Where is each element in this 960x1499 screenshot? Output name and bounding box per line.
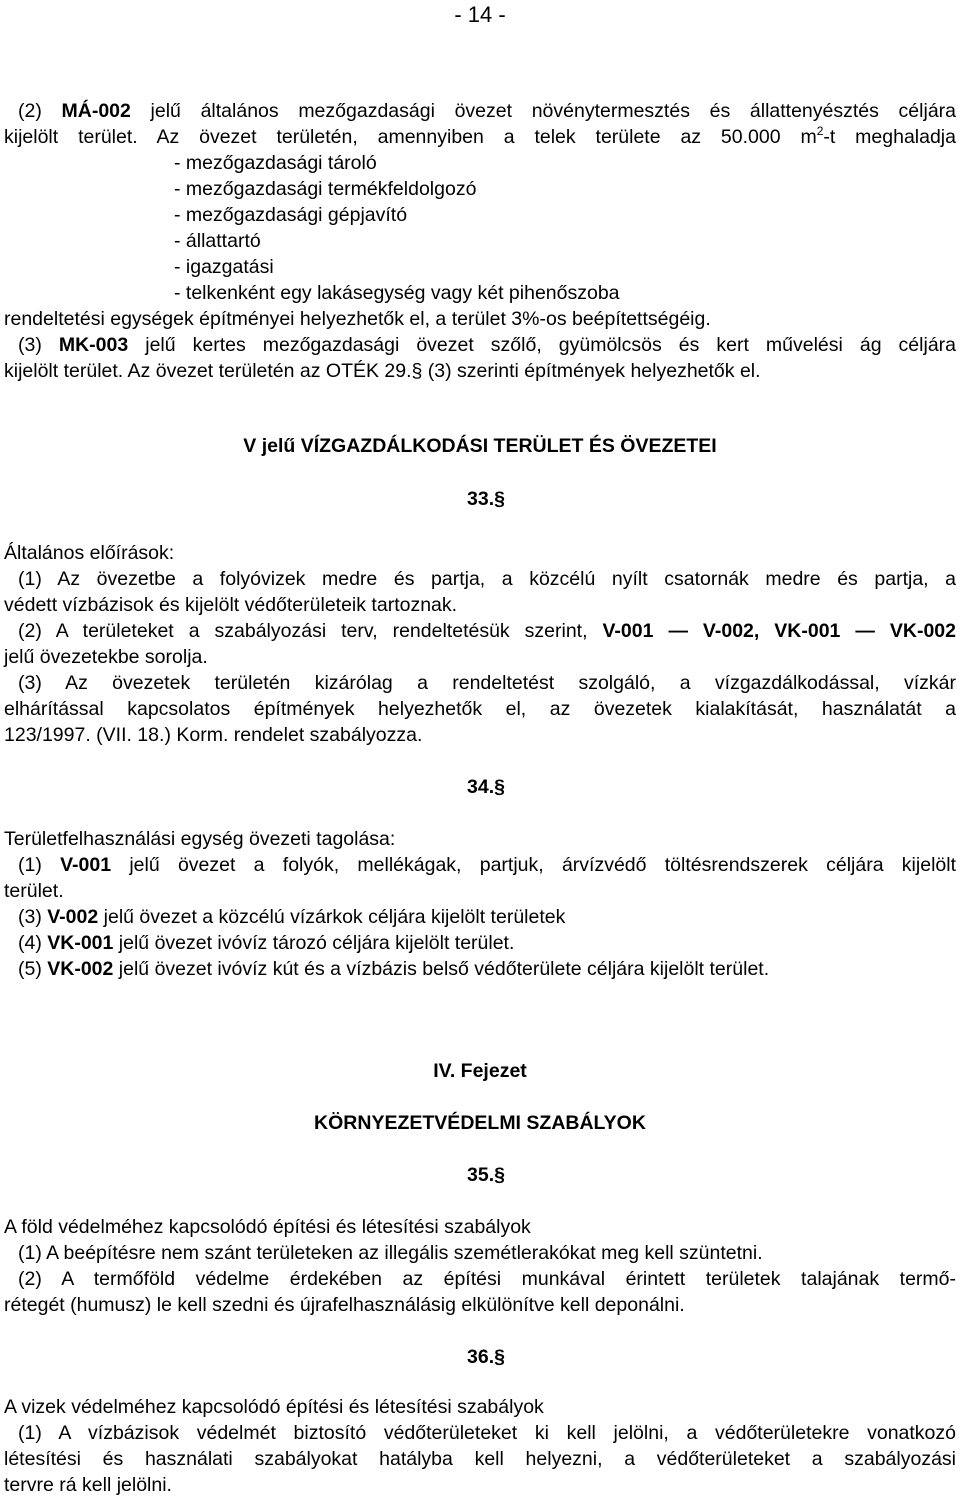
section-number: 33.§ bbox=[467, 488, 505, 510]
text-line: védett vízbázisok és kijelölt védőterületeik tartoznak. bbox=[4, 594, 458, 616]
list-item: - mezőgazdasági tároló bbox=[174, 152, 377, 174]
text-line: elhárítással kapcsolatos építmények helyezhetők el, az övezetek kialakítását, használatát a bbox=[4, 698, 956, 720]
text-line: (5) VK-002 jelű övezet ivóvíz kút és a vízbázis belső védőterülete céljára kijelölt terület. bbox=[18, 958, 770, 980]
text-line: tervre rá kell jelölni. bbox=[4, 1474, 172, 1496]
text-line: (3) V-002 jelű övezet a közcélú vízárkok céljára kijelölt területek bbox=[18, 906, 566, 928]
text-line: (2) MÁ-002 jelű általános mezőgazdasági övezet növénytermesztés és állattenyésztés céljára bbox=[18, 100, 956, 122]
section-intro: A vizek védelméhez kapcsolódó építési és létesítési szabályok bbox=[4, 1396, 544, 1418]
text-line: kijelölt terület. Az övezet területén az OTÉK 29.§ (3) szerinti építmények helyezhetők el. bbox=[4, 360, 761, 382]
text-line: (1) Az övezetbe a folyóvizek medre és partja, a közcélú nyílt csatornák medre és partja, a bbox=[18, 568, 956, 590]
section-number: 36.§ bbox=[467, 1346, 505, 1368]
text-line: rendeltetési egységek építményei helyezhetők el, a terület 3%-os beépítettségéig. bbox=[4, 308, 711, 330]
list-item: - igazgatási bbox=[174, 256, 274, 278]
text-line: (3) Az övezetek területén kizárólag a rendeltetést szolgáló, a vízgazdálkodással, vízkár bbox=[18, 672, 956, 694]
text-line: (2) A területeket a szabályozási terv, rendeltetésük szerint, V-001 — V-002, VK-001 — VK-002 bbox=[18, 620, 956, 642]
text-line: (3) MK-003 jelű kertes mezőgazdasági övezet szőlő, gyümölcsös és kert művelési ág céljára bbox=[18, 334, 956, 356]
section-intro: Területfelhasználási egység övezeti tagolása: bbox=[4, 828, 396, 850]
chapter-number: IV. Fejezet bbox=[433, 1060, 527, 1082]
chapter-title: KÖRNYEZETVÉDELMI SZABÁLYOK bbox=[314, 1112, 646, 1134]
text-line: jelű övezetekbe sorolja. bbox=[4, 646, 208, 668]
section-number: 34.§ bbox=[467, 776, 505, 798]
text-line: (1) V-001 jelű övezet a folyók, mellékágak, partjuk, árvízvédő töltésrendszerek céljára kijelölt bbox=[18, 854, 956, 876]
section-number: 35.§ bbox=[467, 1164, 505, 1186]
text-line: kijelölt terület. Az övezet területén, amennyiben a telek területe az 50.000 $m^2-t$ meghaladja bbox=[4, 124, 956, 148]
list-item: - telkenként egy lakásegység vagy két pihenőszoba bbox=[174, 282, 620, 304]
text-line: 123/1997. (VII. 18.) Korm. rendelet szabályozza. bbox=[4, 724, 423, 746]
list-item: - mezőgazdasági gépjavító bbox=[174, 204, 408, 226]
section-intro: Általános előírások: bbox=[4, 542, 175, 564]
page-number: - 14 - bbox=[454, 2, 506, 27]
text-line: (1) A beépítésre nem szánt területeken az illegális szemétlerakókat meg kell szüntetni. bbox=[18, 1242, 763, 1264]
text-line: (2) A termőföld védelme érdekében az építési munkával érintett területek talajának termő- bbox=[18, 1268, 956, 1290]
list-item: - mezőgazdasági termékfeldolgozó bbox=[174, 178, 477, 200]
text-line: létesítési és használati szabályokat hatályba kell helyezni, a védőterületeket a szabályozási bbox=[4, 1448, 956, 1470]
text-line: terület. bbox=[4, 880, 64, 902]
text-line: (1) A vízbázisok védelmét biztosító védőterületeket ki kell jelölni, a védőterületekre vonatkozó bbox=[18, 1422, 956, 1444]
list-item: - állattartó bbox=[174, 230, 261, 252]
text-line: rétegét (humusz) le kell szedni és újrafelhasználásig elkülönítve kell deponálni. bbox=[4, 1294, 685, 1316]
section-heading: V jelű VÍZGAZDÁLKODÁSI TERÜLET ÉS ÖVEZETEI bbox=[243, 435, 717, 457]
text-line: (4) VK-001 jelű övezet ivóvíz tározó céljára kijelölt terület. bbox=[18, 932, 515, 954]
section-intro: A föld védelméhez kapcsolódó építési és létesítési szabályok bbox=[4, 1216, 531, 1238]
